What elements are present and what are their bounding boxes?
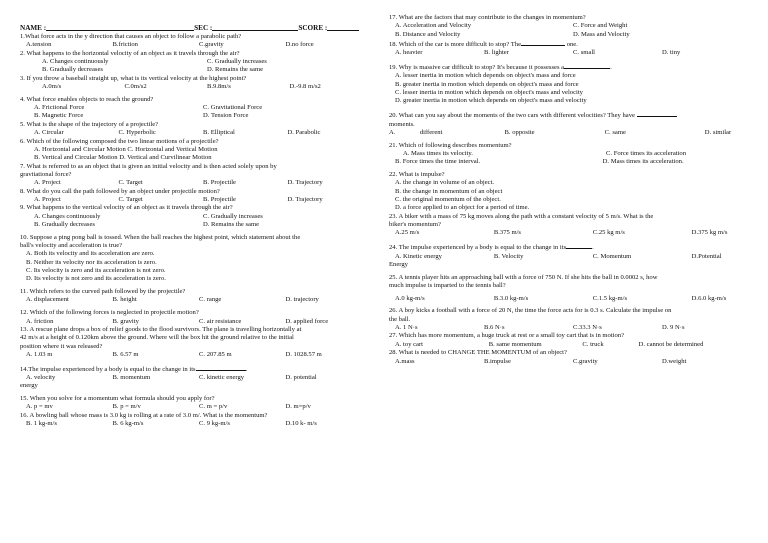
q1-option-d[interactable]: D.no force (285, 41, 314, 49)
q26-option-d[interactable]: D. 9 N·s (662, 324, 685, 332)
q15-option-d[interactable]: D. m=p/v (285, 403, 311, 411)
q11-options (20, 296, 372, 304)
q28-option-b[interactable]: B.impulse (484, 357, 511, 365)
right-column (389, 14, 751, 366)
q25-option-a[interactable]: A.0 kg-m/s (395, 294, 425, 302)
q2-text: 2. What happens to the horizontal velocity of an object as it travels through the air? (20, 49, 240, 57)
q4-option-a[interactable]: A. Frictional Force (34, 104, 85, 112)
q26-option-c[interactable]: C.33.3 N·s (573, 324, 602, 332)
q10-option-d[interactable]: D. Its velocity is not zero and its acceleration is zero. (26, 275, 166, 283)
q13-text-cont2: position where it was released? (20, 342, 103, 350)
q28-option-d[interactable]: D.weight (662, 357, 687, 365)
q24-option-a[interactable]: A. Kinetic energy (395, 252, 442, 260)
q18-options (389, 49, 751, 57)
q27-option-c[interactable]: C. truck (582, 340, 604, 348)
q25-text: 25. A tennis player hits an approaching ball with a force of 750 N. If she hits the ball in 0.0002 s, how (389, 273, 658, 281)
q21-option-a[interactable]: A. Mass times its velocity. (403, 149, 473, 157)
q11-option-b[interactable]: B. height (112, 296, 137, 304)
q18-option-d[interactable]: D. tiny (662, 49, 681, 57)
score-label: SCORE : (298, 24, 328, 32)
q23-option-c[interactable]: C.25 kg m/s (592, 229, 625, 237)
q27-options (389, 341, 751, 349)
q11-option-d[interactable]: D. trajectory (285, 296, 319, 304)
q24-option-c[interactable]: C. Momentum (592, 252, 632, 260)
q18-option-a[interactable]: A. heavier (395, 49, 423, 57)
q15-option-c[interactable]: C. m = p/v (199, 403, 228, 411)
q8-option-b[interactable]: B. Projectile (203, 195, 236, 203)
q22-text: 22. What is impulse? (389, 171, 445, 179)
q3-option-c[interactable]: C.0m/s2 (124, 83, 147, 91)
q2-option-a[interactable]: A. Changes continuously (42, 58, 109, 66)
q14-line: 14.The impulse experienced by a body is equal to the change in its . (20, 365, 248, 373)
q6-text: 6. Which of the following composed the two linear motions of a projectile? (20, 137, 219, 145)
q1-text: 1.What force acts in the y direction that causes an object to follow a parabolic path? (20, 33, 242, 40)
q21-option-b[interactable]: B. Force times the time interval. (395, 158, 481, 166)
q2-options-row1 (20, 58, 372, 66)
q8-option-a[interactable]: A. Project (34, 195, 61, 203)
q20-text: 20. What can you say about the moments of the two cars with different velocities? They have (389, 112, 635, 120)
q27-text: 27. Which has more momentum, a huge truck at rest or a small toy cart that is in motion? (389, 332, 624, 340)
q27-option-d[interactable]: D. cannot be determined (638, 340, 704, 348)
q20-text-cont: moments. (389, 120, 415, 128)
q3-option-d[interactable]: D.-9.8 m/s2 (289, 83, 321, 91)
q8-option-c[interactable]: C. Target (118, 195, 143, 203)
q12-option-d[interactable]: D. applied force (285, 317, 329, 325)
q19-text: 19. Why is massive car difficult to stop? It's because it possesses a (389, 64, 565, 72)
q14-option-d[interactable]: D. potential (285, 374, 317, 382)
q9-options-row2 (20, 221, 372, 229)
q13-text-cont: 42 m/s at a height of 0.120km above the ground. Where will the box hit the ground relative to the initial (20, 334, 294, 342)
q17-options-row2 (389, 31, 751, 39)
q12-option-a[interactable]: A. friction (26, 317, 54, 325)
q5-option-d[interactable]: D. Parabolic (287, 129, 321, 137)
q28-option-c[interactable]: C.gravity (573, 357, 598, 365)
sec-label: SEC : (194, 24, 213, 32)
q12-option-b[interactable]: B. gravity (112, 317, 139, 325)
q1-option-b[interactable]: B.friction (112, 41, 138, 49)
q14-options (20, 374, 372, 382)
q17-option-c[interactable]: C. Force and Weight (573, 22, 628, 30)
q19-option-c[interactable]: C. lesser inertia in motion which depends on object's mass and velocity (395, 89, 583, 97)
q24-option-b[interactable]: B. Velocity (493, 252, 524, 260)
q13-option-b[interactable]: B. 6.57 m (112, 350, 139, 358)
score-blank[interactable] (327, 24, 359, 31)
q10-option-c[interactable]: C. Its velocity is zero and its acceleration is not zero. (26, 267, 166, 275)
q19-option-d[interactable]: D. greater inertia in motion which depends on object's mass and velocity (395, 97, 587, 105)
q2-option-b[interactable]: B. Gradually decreases (42, 66, 103, 74)
q9-option-c[interactable]: C. Gradually increases (203, 212, 263, 220)
q13-option-c[interactable]: C. 207.85 m (199, 350, 232, 358)
q21-text: 21. Which of following describes momentum? (389, 141, 512, 149)
q9-option-a[interactable]: A. Changes continuously (34, 212, 101, 220)
q11-text: 11. Which refers to the curved path followed by the projectile? (20, 288, 186, 296)
q13-text: 13. A rescue plane drops a box of relief goods to the flood survivors. The plane is travelling horizontally at (20, 325, 302, 333)
q9-option-b[interactable]: B. Gradually decreases (34, 220, 95, 228)
q15-option-b[interactable]: B. p = m/v (112, 403, 141, 411)
q9-text: 9. What happens to the vertical velocity of an object as it travels through the air? (20, 204, 233, 212)
q14-option-b[interactable]: B. momentum (112, 374, 151, 382)
q16-option-a[interactable]: B. 1 kg-m/s (26, 420, 57, 428)
q15-options (20, 403, 372, 411)
q24-option-d[interactable]: D.Potential (691, 252, 722, 260)
q26-options (389, 324, 751, 332)
q5-text: 5. What is the shape of the trajectory of a projectile? (20, 120, 159, 128)
q9-option-d[interactable]: D. Remains the same (203, 220, 260, 228)
q5-option-b[interactable]: B. Elliptical (203, 129, 235, 137)
q23-option-a[interactable]: A.25 m/s (395, 229, 420, 237)
q23-option-b[interactable]: B.375 m/s (493, 229, 522, 237)
q7-option-d[interactable]: D. Trajectory (287, 179, 323, 187)
q16-option-b[interactable]: B. 6 kg-m/s (112, 420, 144, 428)
q27-option-b[interactable]: B. same momentum (488, 340, 542, 348)
q5-option-c[interactable]: C. Hyperbolic (118, 129, 156, 137)
q25-option-d[interactable]: D.6.0 kg-m/s (691, 294, 727, 302)
q17-option-a[interactable]: A. Acceleration and Velocity (395, 22, 472, 30)
q20-option-a-letter[interactable]: A. (389, 128, 396, 136)
q4-option-d[interactable]: D. Tension Force (203, 112, 249, 120)
q6-option-ac[interactable]: A. Horizontal and Circular Motion C. Horizontal and Vertical Motion (34, 145, 218, 153)
q5-options (20, 129, 372, 137)
q2-option-c[interactable]: C. Gradually increases (207, 58, 267, 66)
q10-text-cont: ball's velocity and acceleration is true? (20, 242, 123, 250)
q22-option-c[interactable]: C. the original momentum of the object. (395, 196, 501, 204)
q7-option-a[interactable]: A. Project (34, 179, 61, 187)
q12-options (20, 318, 372, 326)
q20-option-d[interactable]: D. similar (704, 128, 732, 136)
q7-text: 7. What is referred to as an object that is given an initial velocity and is then acted solely upon by (20, 162, 277, 170)
q19-line: 19. Why is massive car difficult to stop? It's because it possesses a . (389, 64, 612, 72)
q20-options (389, 129, 751, 137)
q17-options-row1 (389, 22, 751, 30)
q20-blank[interactable] (637, 110, 677, 117)
q3-text: 3. If you throw a baseball straight up, what is its vertical velocity at the highest point? (20, 74, 247, 82)
name-blank[interactable] (46, 24, 194, 31)
q8-options (20, 196, 372, 204)
left-column (20, 14, 372, 428)
q19-option-a[interactable]: A. lesser inertia in motion which depends on object's mass and force (395, 72, 576, 80)
q24-text: 24. The impulse experienced by a body is equal to the change in its (389, 244, 567, 252)
q28-options (389, 358, 751, 366)
q4-options-row1 (20, 104, 372, 112)
q16-text: 16. A bowling ball whose mass is 3.0 kg is rolling at a rate of 3.0 m/. What is the momentum? (20, 411, 268, 419)
q18-blank[interactable] (521, 39, 565, 46)
q21-option-d[interactable]: D. Mass times its acceleration. (602, 158, 684, 166)
q16-options (20, 420, 372, 428)
q5-option-a[interactable]: A. Circular (34, 129, 64, 137)
q11-option-c[interactable]: C. range (199, 296, 222, 304)
sec-blank[interactable] (212, 24, 298, 31)
q24-line: 24. The impulse experienced by a body is equal to the change in its . (389, 244, 594, 252)
q26-option-a[interactable]: A. 1 N·s (395, 324, 418, 332)
q19-option-b[interactable]: B. greater inertia in motion which depends on object's mass and force (395, 80, 579, 88)
q9-options-row1 (20, 213, 372, 221)
q3-option-b[interactable]: B.9.8m/s (207, 83, 231, 91)
q24-blank[interactable] (566, 242, 592, 249)
q3-option-a[interactable]: A.0m/s (42, 83, 62, 91)
q21-options-row1 (389, 150, 751, 158)
q6-option-bd[interactable]: B. Vertical and Circular Motion D. Vertical and Curvilinear Motion (34, 154, 212, 162)
q4-option-c[interactable]: C. Gravitational Force (203, 104, 263, 112)
q20-line (389, 110, 751, 120)
q14-blank[interactable] (196, 364, 246, 371)
q10-text: 10. Suppose a ping pong ball is tossed. When the ball reaches the highest point, which statement about the (20, 233, 301, 241)
q23-option-d[interactable]: D.375 kg m/s (691, 229, 728, 237)
q22-option-d[interactable]: D. a force applied to an object for a period of time. (395, 204, 530, 212)
q4-option-b[interactable]: B. Magnetic Force (34, 112, 84, 120)
q11-option-a[interactable]: A. displacement (26, 296, 69, 304)
q18-line (389, 39, 751, 49)
q10-option-a[interactable]: A. Both its velocity and its acceleration are zero. (26, 250, 155, 258)
q7-options (20, 179, 372, 187)
q12-option-c[interactable]: C. air resistance (199, 317, 242, 325)
q18-text: 18. Which of the car is more difficult to stop? The (389, 41, 522, 49)
q14-tail: energy (20, 382, 38, 390)
q23-options (389, 229, 751, 237)
q16-option-d[interactable]: D.10 k- m/s (285, 420, 317, 428)
q14-option-c[interactable]: C. kinetic energy (199, 374, 245, 382)
q2-option-d[interactable]: D. Remains the same (207, 66, 264, 74)
q25-options (389, 295, 751, 303)
q1-option-a[interactable]: A.tension (26, 41, 52, 49)
q7-text-cont: gravitational force? (20, 170, 72, 178)
q26-text-cont: the ball. (389, 315, 411, 323)
q20-option-b[interactable]: B. opposite (504, 128, 535, 136)
q8-text: 8. What do you call the path followed by an object under projectile motion? (20, 187, 220, 195)
q26-text: 26. A boy kicks a football with a force of 20 N, the time the force acts for is 0.3 s. Calculate the impulse on (389, 307, 672, 315)
q8-option-d[interactable]: D. Trajectory (287, 195, 323, 203)
q17-option-b[interactable]: B. Distance and Velocity (395, 30, 461, 38)
q27-option-a[interactable]: A. toy cart (395, 340, 424, 348)
q19-blank[interactable] (564, 62, 610, 69)
q21-options-row2 (389, 158, 751, 166)
q18-option-c[interactable]: C. small (573, 49, 595, 57)
q23-text-cont: biker's momentum? (389, 221, 441, 229)
q12-text: 12. Which of the following forces is neglected in projectile motion? (20, 309, 199, 317)
q25-text-cont: much impulse is imparted to the tennis ball? (389, 281, 506, 289)
q3-options (20, 83, 372, 91)
q21-option-c[interactable]: C. Force times its acceleration (606, 149, 687, 157)
q17-option-d[interactable]: D. Mass and Velocity (573, 30, 630, 38)
q28-text: 28. What is needed to CHANGE THE MOMENTUM of an object? (389, 349, 567, 357)
q24-options (389, 253, 751, 261)
name-label: NAME : (20, 24, 47, 32)
q25-option-c[interactable]: C.1.5 kg-m/s (592, 294, 628, 302)
q4-text: 4. What force enables objects to reach the ground? (20, 95, 154, 103)
q1-option-c[interactable]: C.gravity (199, 41, 224, 49)
q17-text: 17. What are the factors that may contribute to the changes in momentum? (389, 14, 586, 21)
q16-option-c[interactable]: C. 9 kg-m/s (199, 420, 230, 428)
q26-option-b[interactable]: B.6 N·s (484, 324, 505, 332)
q24-tail: Energy (389, 260, 408, 268)
q13-option-d[interactable]: D. 1028.57 m (285, 350, 322, 358)
q28-option-a[interactable]: A.mass (395, 357, 415, 365)
q20-option-c[interactable]: C. same (604, 128, 626, 136)
q22-option-b[interactable]: B. the change in momentum of an object (395, 187, 503, 195)
q2-options-row2 (20, 66, 372, 74)
q7-option-c[interactable]: C. Target (118, 179, 143, 187)
q7-option-b[interactable]: B. Projectile (203, 179, 236, 187)
q13-option-a[interactable]: A. 1.03 m (26, 350, 53, 358)
q4-options-row2 (20, 112, 372, 120)
q13-options (20, 351, 372, 359)
q20-option-a[interactable]: different (419, 128, 443, 136)
q14-option-a[interactable]: A. velocity (26, 374, 56, 382)
q1-options (20, 41, 372, 49)
q15-text: 15. When you solve for a momentum what formula should you apply for? (20, 395, 215, 403)
q25-option-b[interactable]: B.3.0 kg-m/s (493, 294, 529, 302)
q15-option-a[interactable]: A. p = mv (26, 403, 53, 411)
q14-text: 14.The impulse experienced by a body is equal to the change in its (20, 365, 196, 373)
q10-option-b[interactable]: B. Neither its velocity nor its acceleration is zero. (26, 258, 157, 266)
q23-text: 23. A biker with a mass of 75 kg moves along the path with a constant velocity of 5 m/s. What is the (389, 212, 654, 220)
q18-option-b[interactable]: B. lighter (484, 49, 509, 57)
header-row (20, 24, 372, 33)
q22-option-a[interactable]: A. the change in volume of an object. (395, 179, 495, 187)
q18-tail: one. (566, 41, 578, 49)
